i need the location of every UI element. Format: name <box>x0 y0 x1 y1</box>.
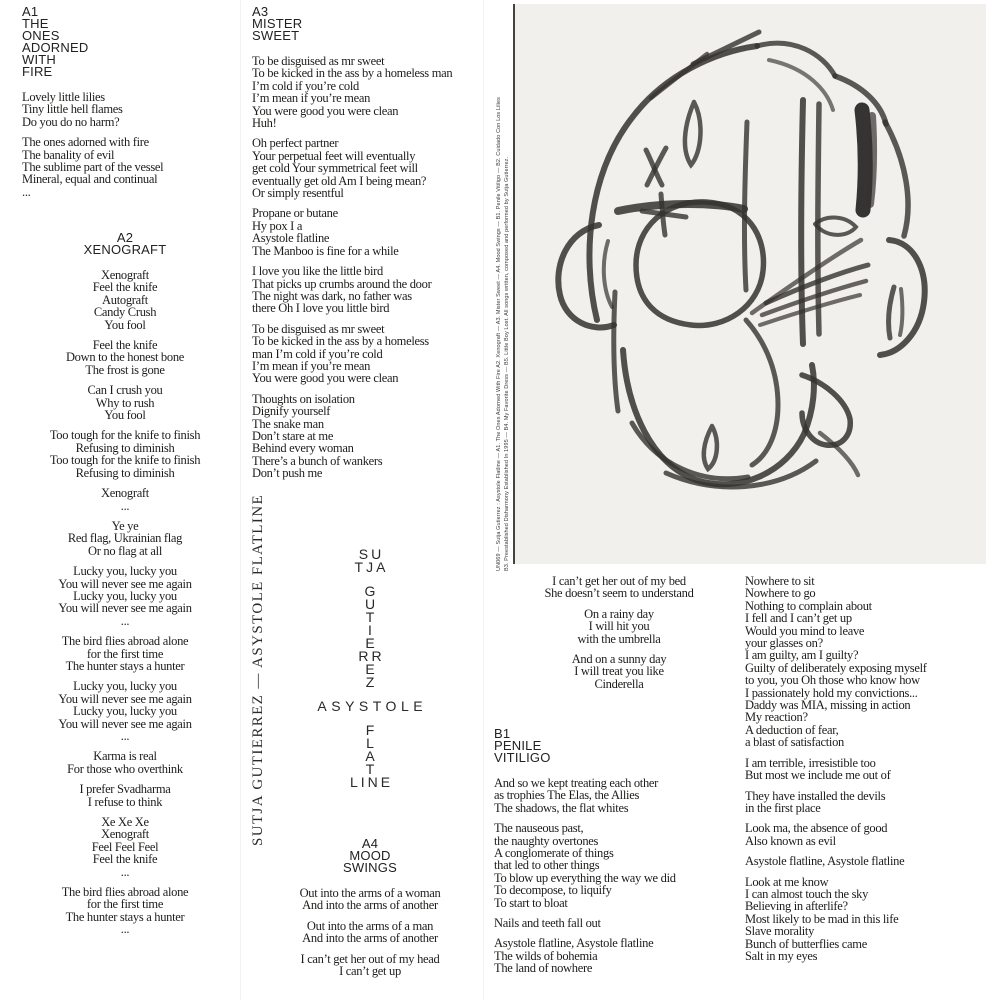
lyric-line: ... <box>22 184 31 199</box>
stanza <box>252 393 488 480</box>
letter-stack <box>252 548 488 789</box>
lyric-line: And into the arms of another <box>302 931 438 946</box>
stanza <box>22 91 237 128</box>
stack-letter-line: ASYSTOLE <box>317 698 428 714</box>
column-b1 <box>494 728 740 983</box>
track-title-line: A3 <box>252 4 269 19</box>
lyric-line: Red flag, Ukrainian flag <box>67 531 183 546</box>
lyric-line: You were good you were clean <box>252 103 399 118</box>
lyric-line: The shadows, the flat whites <box>494 800 629 815</box>
lyric-line: On a rainy day <box>584 606 654 621</box>
stanza <box>8 565 242 627</box>
stanza <box>494 653 744 690</box>
charcoal-drawing <box>515 4 986 564</box>
stanza <box>8 750 242 775</box>
lyric-line: Dignify yourself <box>252 404 331 419</box>
lyric-line: Lucky you, lucky you <box>73 588 177 603</box>
lyric-line: Nothing to complain about <box>745 598 872 613</box>
stack-letter-line: A <box>365 748 378 764</box>
stanza <box>494 575 744 600</box>
lyric-line: You were good you were clean <box>252 371 399 386</box>
lyric-line: I can’t get up <box>339 964 401 979</box>
stanza <box>745 822 985 847</box>
lyric-line: Karma is real <box>93 749 157 764</box>
lyric-line: I can’t get her out of my bed <box>552 574 686 588</box>
lyric-line: To decompose, to liquify <box>494 883 612 898</box>
lyric-line: Refusing to diminish <box>75 465 175 480</box>
lyric-line: Too tough for the knife to finish <box>49 453 201 468</box>
lyric-line: The bird flies abroad alone <box>61 885 189 900</box>
lyric-line: ... <box>120 498 130 513</box>
lyric-line: The Manboo is fine for a while <box>252 243 399 258</box>
track-title-line: MOOD <box>349 848 391 863</box>
lyric-line: Why to rush <box>95 395 155 410</box>
lyric-line: You fool <box>104 317 146 332</box>
lyric-line: I will hit you <box>588 619 650 634</box>
lyric-line: Your perpetual feet will eventually <box>252 148 416 163</box>
lyric-line: And into the arms of another <box>302 898 438 913</box>
stanza <box>252 920 488 945</box>
column-right <box>745 575 985 970</box>
stanza <box>8 269 242 331</box>
lyric-line: I’m cold if you’re cold <box>252 78 359 93</box>
lyric-line: I refuse to think <box>87 794 163 809</box>
lyric-line: Look ma, the absence of good <box>745 821 888 836</box>
vertical-album-title: SUTJA GUTIERREZ — ASYSTOLE FLATLINE <box>250 493 266 846</box>
stanza <box>494 917 740 929</box>
stack-letter-line: T <box>365 761 378 777</box>
lyric-line: There’s a bunch of wankers <box>252 453 383 468</box>
lyric-line: The bird flies abroad alone <box>61 634 189 649</box>
lyric-line: Lucky you, lucky you <box>73 704 177 719</box>
track-title-line: FIRE <box>22 64 53 79</box>
lyric-line: that led to other things <box>494 858 600 873</box>
lyric-line: Behind every woman <box>252 441 354 456</box>
lyric-line: man I’m cold if you’re cold <box>252 346 383 361</box>
lyric-line: eventually get old Am I being mean? <box>252 173 427 188</box>
lyric-line: I fell and I can’t get up <box>745 611 852 626</box>
lyric-line: I can’t get her out of my head <box>300 951 440 966</box>
lyric-line: a blast of satisfaction <box>745 735 844 750</box>
lyric-line: Lucky you, lucky you <box>73 564 177 579</box>
stanza <box>8 783 242 808</box>
lyric-line: Guilty of deliberately exposing myself <box>745 660 927 675</box>
stack-letter-line: G <box>364 583 379 599</box>
lyric-line: Thoughts on isolation <box>252 391 355 406</box>
lyric-line: They have installed the devils <box>745 788 886 803</box>
lyric-line: For those who overthink <box>67 761 183 776</box>
lyric-line: The sublime part of the vessel <box>22 160 164 175</box>
lyric-line: Bunch of butterflies came <box>745 936 867 951</box>
lyric-line: Nails and teeth fall out <box>494 916 601 931</box>
credits-text <box>496 6 511 571</box>
stanza <box>252 265 488 315</box>
stack-letter-line: T <box>365 609 378 625</box>
track-title <box>22 6 237 78</box>
lyric-line: That picks up crumbs around the door <box>252 276 432 291</box>
lyric-line: To be kicked in the ass by a homeless man <box>252 66 453 81</box>
lyric-line: Oh perfect partner <box>252 136 339 151</box>
lyric-line: to you, you Oh those who know how <box>745 673 920 688</box>
lyric-line: To blow up everything the way we did <box>494 870 676 885</box>
lyric-line: Salt in my eyes <box>745 948 818 963</box>
stack-letter-line: SU <box>358 546 385 562</box>
stanza <box>8 886 242 936</box>
track-title-line: SWINGS <box>343 860 397 875</box>
lyric-line: Too tough for the knife to finish <box>49 428 201 443</box>
lyric-line: get cold Your symmetrical feet will <box>252 161 418 176</box>
stanza <box>745 575 985 749</box>
column-a3 <box>252 6 488 488</box>
lyric-line: I’m mean if you’re mean <box>252 358 371 373</box>
lyric-line: You will never see me again <box>58 601 192 616</box>
lyric-line: Asystole flatline, Asystole flatline <box>745 854 905 869</box>
lyric-line: She doesn’t seem to understand <box>544 586 694 601</box>
stanza <box>22 136 237 198</box>
lyric-line: for the first time <box>86 897 164 912</box>
column-mid <box>494 575 744 698</box>
lyric-line: The hunter stays a hunter <box>65 909 185 924</box>
lyric-line: To be disguised as mr sweet <box>252 321 385 336</box>
lyric-line: Xe Xe Xe <box>101 815 149 830</box>
lyric-line: Look at me know <box>745 874 829 889</box>
lyric-line: Tiny little hell flames <box>22 102 123 117</box>
stack-letter-line: E <box>365 661 378 677</box>
lyric-line: I am guilty, am I guilty? <box>745 648 859 663</box>
lyric-line: I prefer Svadharma <box>79 782 171 797</box>
stanza <box>252 953 488 978</box>
lyric-line: with the umbrella <box>577 631 661 646</box>
stack-letter-line: RR <box>358 648 385 664</box>
stanza <box>252 207 488 257</box>
lyric-line: there Oh I love you little bird <box>252 301 390 316</box>
lyric-line: And so we kept treating each other <box>494 776 659 790</box>
stack-letter-line: Z <box>365 674 378 690</box>
stanza <box>252 887 488 912</box>
lyric-line: as trophies The Elas, the Allies <box>494 788 640 803</box>
lyric-line: Propane or butane <box>252 206 338 221</box>
lyric-line: The ones adorned with fire <box>22 135 149 150</box>
stack-letter-line: I <box>368 622 375 638</box>
track-title-line: PENILE <box>494 738 542 753</box>
stanza <box>8 339 242 376</box>
lyric-line: Don’t push me <box>252 466 323 481</box>
stanza <box>8 680 242 742</box>
lyric-line: Feel Feel Feel <box>91 839 159 854</box>
lyric-line: Xenograft <box>101 486 149 501</box>
track-title-line: ONES <box>22 28 60 43</box>
lyric-line: The night was dark, no father was <box>252 288 412 303</box>
stack-letter-line: E <box>365 635 378 651</box>
lyric-line: Huh! <box>252 116 277 131</box>
track-title-line: A4 <box>361 836 379 851</box>
lyric-line: Hy pox I a <box>252 218 303 233</box>
lyric-line: The hunter stays a hunter <box>65 658 185 673</box>
lyric-line: Cinderella <box>594 676 644 691</box>
lyric-line: Or no flag at all <box>87 543 163 558</box>
stack-letter-line: U <box>364 596 379 612</box>
lyric-line: To be disguised as mr sweet <box>252 54 385 68</box>
column-a1 <box>22 6 237 206</box>
lyric-line: The banality of evil <box>22 147 115 162</box>
track-title-line: SWEET <box>252 28 300 43</box>
lyric-line: Feel the knife <box>92 852 158 867</box>
lyric-line: To be kicked in the ass by a homeless <box>252 334 429 349</box>
lyric-line: A deduction of fear, <box>745 722 839 737</box>
stanza <box>494 822 740 909</box>
lyric-line: Candy Crush <box>93 305 157 320</box>
stanza <box>252 55 488 129</box>
lyric-line: Don’t stare at me <box>252 428 334 443</box>
stanza <box>8 429 242 479</box>
lyric-line: Can I crush you <box>87 383 163 398</box>
lyric-line: Autograft <box>102 292 148 307</box>
stanza <box>745 855 985 867</box>
lyric-line: your glasses on? <box>745 636 823 651</box>
lyric-line: Or simply resentful <box>252 186 344 201</box>
stanza <box>8 635 242 672</box>
lyric-line: in the first place <box>745 800 821 815</box>
track-title <box>252 838 488 874</box>
stanza <box>494 937 740 974</box>
track-title-line: XENOGRAFT <box>83 242 167 257</box>
stanza <box>8 520 242 557</box>
track-title-line: A2 <box>116 230 134 245</box>
track-title-line: B1 <box>494 726 511 741</box>
lyric-line: Lovely little lilies <box>22 90 105 104</box>
lyric-line: Out into the arms of a man <box>306 918 434 933</box>
lyric-line: I am terrible, irresistible too <box>745 755 876 770</box>
track-title-line: WITH <box>22 52 57 67</box>
lyric-line: The wilds of bohemia <box>494 948 598 963</box>
lyric-line: Also known as evil <box>745 833 836 848</box>
stanza <box>745 790 985 815</box>
lyric-line: ... <box>120 613 130 628</box>
stack-letter-line: LINE <box>349 774 394 790</box>
lyric-line: You will never see me again <box>58 576 192 591</box>
lyric-line: Nowhere to sit <box>745 574 815 588</box>
lyric-line: Down to the honest bone <box>65 350 185 365</box>
lyric-line: Xenograft <box>101 268 149 282</box>
track-title <box>252 6 488 42</box>
stanza <box>494 608 744 645</box>
lyric-line: Would you mind to leave <box>745 623 865 638</box>
lyric-line: Slave morality <box>745 924 815 939</box>
track-title-line: A1 <box>22 4 39 19</box>
artwork-paper <box>513 4 986 564</box>
lyric-line: ... <box>120 864 130 879</box>
lyric-line: ... <box>120 729 130 743</box>
lyric-line: The land of nowhere <box>494 961 593 976</box>
lyric-line: You will never see me again <box>58 691 192 706</box>
lyric-line: Believing in afterlife? <box>745 899 848 914</box>
lyric-line: The nauseous past, <box>494 821 584 836</box>
lyric-line: I can almost touch the sky <box>745 886 869 901</box>
lyric-line: Out into the arms of a woman <box>299 886 441 900</box>
lyric-line: Ye ye <box>111 518 139 533</box>
lyric-line: Xenograft <box>101 827 149 842</box>
lyric-line: A conglomerate of things <box>494 846 614 861</box>
track-title-line: MISTER <box>252 16 303 31</box>
stack-letter-line: L <box>366 735 377 751</box>
stanza <box>745 757 985 782</box>
stanza <box>252 137 488 199</box>
stanza <box>252 323 488 385</box>
stack-letter-line: F <box>365 722 378 738</box>
lyric-line: Asystole flatline <box>252 231 330 246</box>
stanza <box>494 777 740 814</box>
lyric-line: for the first time <box>86 646 164 661</box>
lyric-line: Lucky you, lucky you <box>73 679 177 694</box>
lyric-line: I love you like the little bird <box>252 264 383 279</box>
lyric-line: Asystole flatline, Asystole flatline <box>494 936 654 951</box>
lyric-line: Do you do no harm? <box>22 114 120 129</box>
lyric-line: And on a sunny day <box>571 652 667 667</box>
lyric-line: I will treat you like <box>574 664 664 679</box>
lyric-line: Feel the knife <box>92 338 158 353</box>
stanza <box>8 816 242 878</box>
stack-letter-line: TJA <box>354 559 389 575</box>
lyric-line: The snake man <box>252 416 324 431</box>
credits-line-1: UN069 — Sutja Gutierrez : Asystole Flatline — A1. The Ones Adorned With Fire A2. Xenograft — A3. Mister Sweet — A4. Mood Swings — B1. Penile Vitiligo — B2. Cuidado Con Los Lilies <box>496 96 502 571</box>
lyric-line: The frost is gone <box>85 362 165 377</box>
track-title <box>494 728 740 764</box>
lyric-line: You fool <box>104 408 146 423</box>
lyric-line: Refusing to diminish <box>75 440 175 455</box>
credits-line-2: B3. Preestablished Disharmony Established In 1995 — B4. My Favorite Dress — B5. Little Boy Lost. All songs written, composed and performed by Sutja Gutierrez. <box>503 156 510 571</box>
lyric-line: Nowhere to go <box>745 586 816 601</box>
column-a2 <box>8 232 242 944</box>
lyric-line: Most likely to be mad in this life <box>745 911 899 926</box>
stanza <box>745 876 985 963</box>
lyric-line: You will never see me again <box>58 716 192 731</box>
lyric-line: Daddy was MIA, missing in action <box>745 698 911 713</box>
stanza <box>8 487 242 512</box>
lyric-line: But most we include me out of <box>745 768 891 783</box>
track-title-line: VITILIGO <box>494 750 551 765</box>
stanza <box>8 384 242 421</box>
lyric-line: Feel the knife <box>92 280 158 295</box>
lyric-line: My reaction? <box>745 710 808 725</box>
track-title <box>8 232 242 256</box>
track-title-line: ADORNED <box>22 40 89 55</box>
lyric-line: Mineral, equal and continual <box>22 172 158 187</box>
lyric-line: I’m mean if you’re mean <box>252 91 371 106</box>
lyric-line: To start to bloat <box>494 895 568 910</box>
track-title-line: THE <box>22 16 49 31</box>
lyric-line: I passionately hold my convictions... <box>745 685 918 700</box>
lyric-line: the naughty overtones <box>494 833 599 848</box>
column-a4 <box>252 838 488 985</box>
lyric-line: ... <box>120 922 130 937</box>
